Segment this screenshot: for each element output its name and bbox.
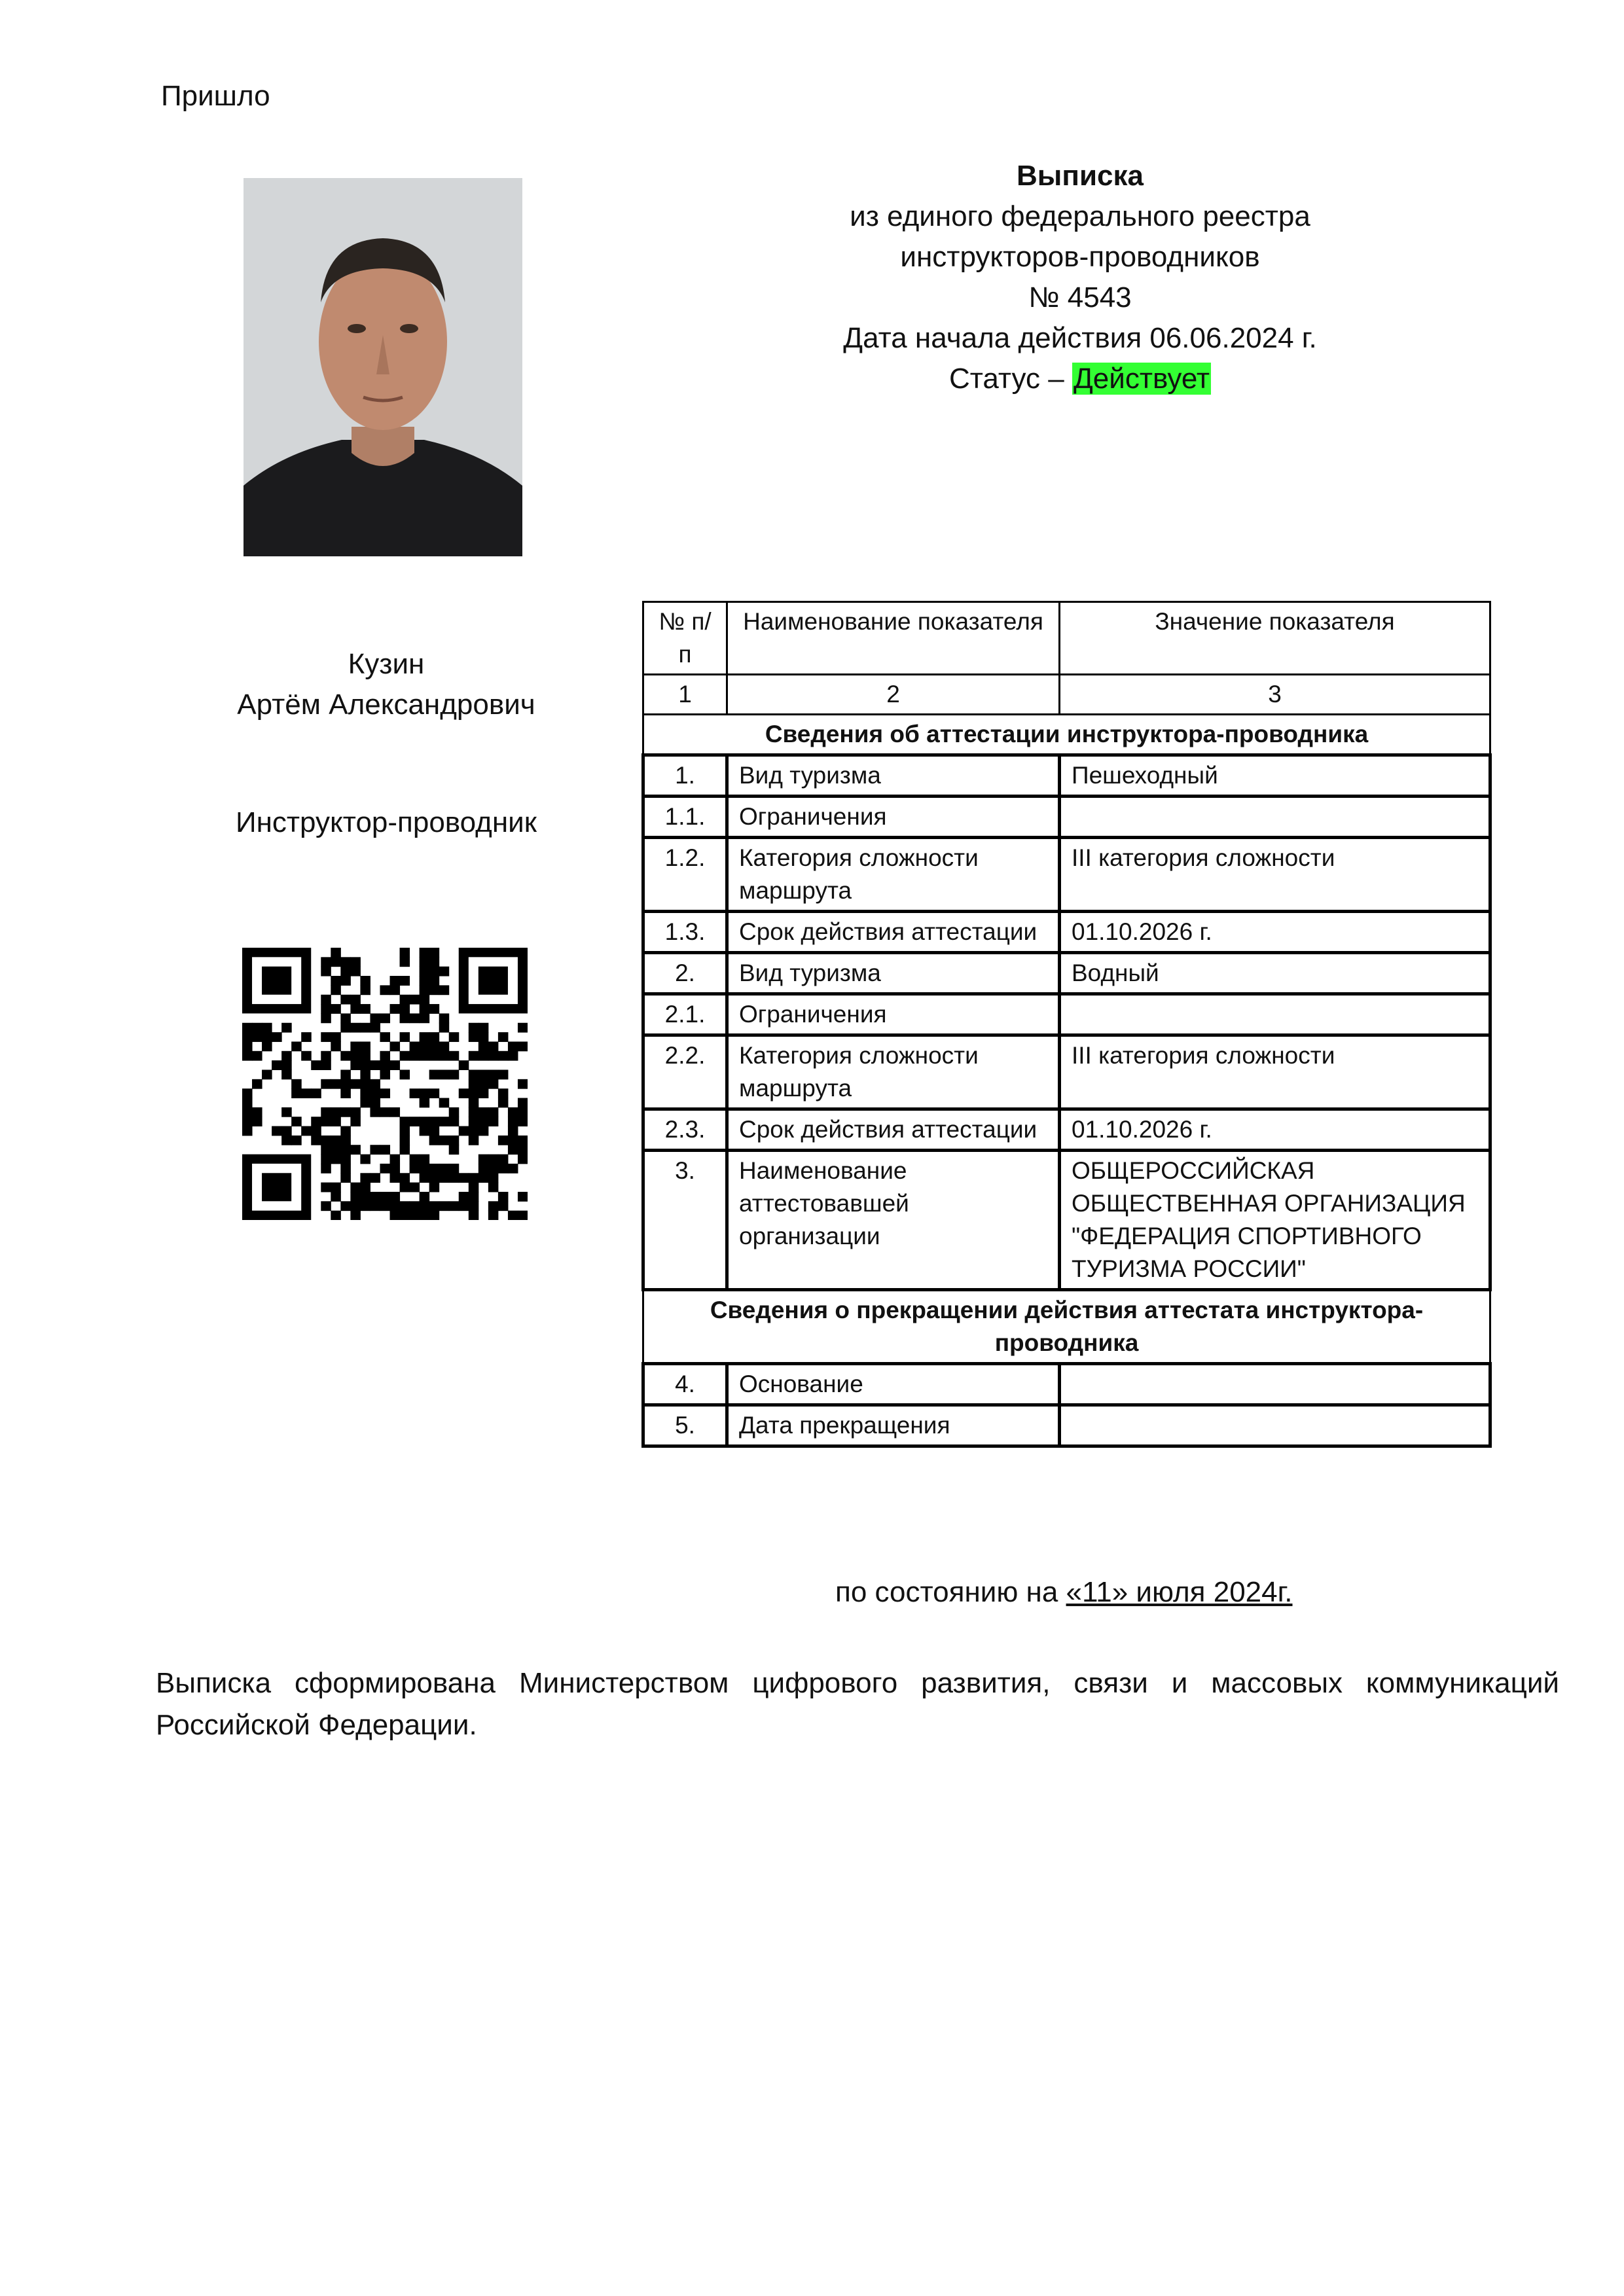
table-column-numbers-row [643,675,1490,715]
column-number-1: 1 [643,675,727,715]
row-number: 1.3. [643,912,727,953]
registry-table [641,601,1492,1448]
row-indicator-value [1060,1364,1490,1405]
section-title-attestation: Сведения об аттестации инструктора-проводника [643,715,1490,755]
status-label: Статус – [948,363,1064,395]
row-number: 1. [643,755,727,797]
document-header [766,156,1394,399]
table-row [643,912,1490,953]
row-indicator-name: Ограничения [727,994,1060,1035]
row-indicator-name: Наименование аттестовавшей организации [727,1151,1060,1290]
table-header-row [643,602,1490,675]
section-row-termination [643,1290,1490,1364]
row-indicator-value [1060,797,1490,838]
table-row [643,1405,1490,1446]
column-number-3: 3 [1060,675,1490,715]
row-indicator-name: Срок действия аттестации [727,1109,1060,1151]
person-surname: Кузин [348,648,425,680]
as-of-line [835,1576,1293,1609]
table-row [643,838,1490,912]
status-badge: Действует [1073,363,1210,395]
row-number: 5. [643,1405,727,1446]
table-row [643,797,1490,838]
row-number: 3. [643,1151,727,1290]
row-indicator-name: Вид туризма [727,953,1060,994]
row-indicator-name: Категория сложности маршрута [727,838,1060,912]
row-indicator-name: Категория сложности маршрута [727,1035,1060,1109]
row-indicator-value: Водный [1060,953,1490,994]
header-line-2: инструкторов-проводников [900,241,1260,273]
column-number-2: 2 [727,675,1060,715]
row-indicator-value: 01.10.2026 г. [1060,1109,1490,1151]
table-row [643,953,1490,994]
row-number: 4. [643,1364,727,1405]
table-row [643,1151,1490,1290]
row-number: 1.1. [643,797,727,838]
footer-bold: Выписка сформирована [156,1667,496,1699]
table-row [643,994,1490,1035]
header-line-1: из единого федерального реестра [850,200,1310,232]
table-row [643,1035,1490,1109]
handwritten-note: Пришло [161,80,270,112]
person-photo [244,178,522,556]
row-indicator-name: Основание [727,1364,1060,1405]
row-number: 2. [643,953,727,994]
person-name [164,644,609,725]
row-indicator-value: III категория сложности [1060,1035,1490,1109]
row-indicator-value [1060,994,1490,1035]
as-of-prefix: по состоянию на [835,1576,1058,1608]
registry-number: № 4543 [1028,281,1132,314]
footer-text: Министерством цифрового развития, связи и массовых коммуникаций Российской Федерации. [156,1667,1560,1741]
footer-note [156,1662,1559,1746]
row-number: 2.2. [643,1035,727,1109]
section-title-termination: Сведения о прекращении действия аттестата инструктора-проводника [643,1290,1490,1364]
table-row [643,755,1490,797]
section-row-attestation [643,715,1490,755]
header-name: Наименование показателя [727,602,1060,675]
row-indicator-value: Пешеходный [1060,755,1490,797]
row-number: 2.1. [643,994,727,1035]
row-indicator-value: III категория сложности [1060,838,1490,912]
status-line [766,359,1394,399]
qr-code-graphic [242,948,528,1220]
header-value: Значение показателя [1060,602,1490,675]
row-indicator-name: Ограничения [727,797,1060,838]
row-number: 2.3. [643,1109,727,1151]
qr-code [242,948,528,1220]
document-title: Выписка [1017,160,1144,192]
row-indicator-value: ОБЩЕРОССИЙСКАЯ ОБЩЕСТВЕННАЯ ОРГАНИЗАЦИЯ "ФЕДЕРАЦИЯ СПОРТИВНОГО ТУРИЗМА РОССИИ" [1060,1151,1490,1290]
person-given-names: Артём Александрович [237,689,535,721]
row-indicator-name: Вид туризма [727,755,1060,797]
row-number: 1.2. [643,838,727,912]
table-row [643,1109,1490,1151]
person-role: Инструктор-проводник [235,806,537,838]
as-of-date: «11» июля 2024г. [1066,1576,1293,1608]
row-indicator-value: 01.10.2026 г. [1060,912,1490,953]
row-indicator-name: Дата прекращения [727,1405,1060,1446]
table-row [643,1364,1490,1405]
row-indicator-value [1060,1405,1490,1446]
header-num: № п/п [643,602,727,675]
row-indicator-name: Срок действия аттестации [727,912,1060,953]
start-date: Дата начала действия 06.06.2024 г. [843,322,1317,354]
